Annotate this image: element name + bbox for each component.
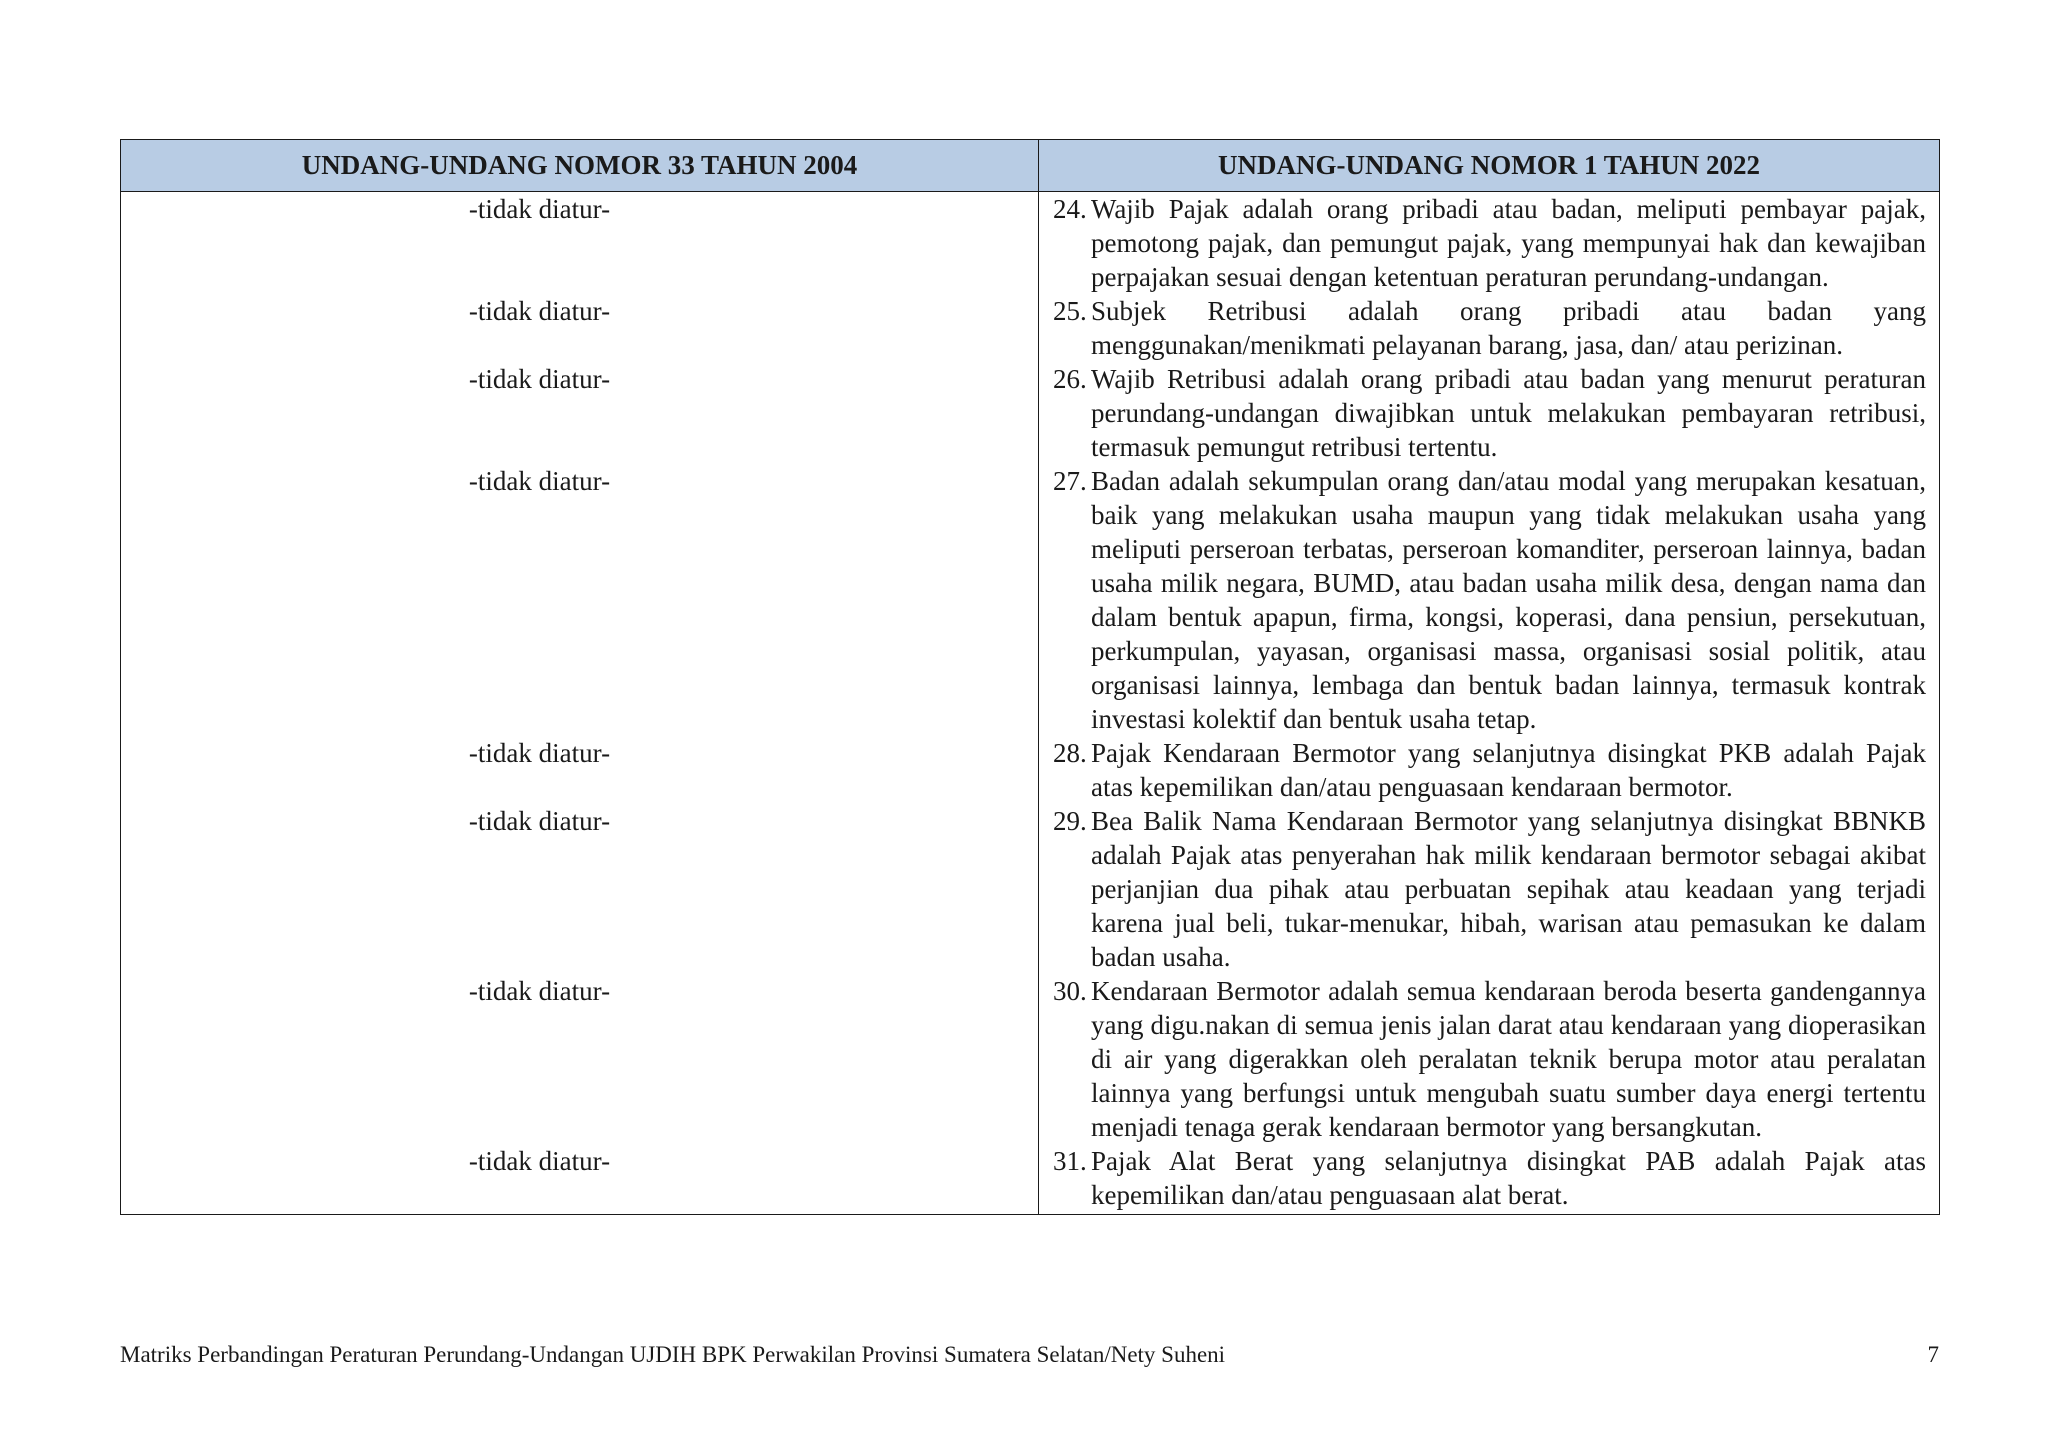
item-text: Kendaraan Bermotor adalah semua kendaraan beroda beserta gandengannya yang digu.nakan di semua jenis jalan darat atau kendaraan yang dioperasikan di air yang digerakkan oleh peralatan teknik berupa motor atau peralatan lainnya yang berfungsi untuk mengubah suatu sumber daya energi tertentu menjadi tenaga gerak kendaraan bermotor yang bersangkutan.: [1091, 976, 1926, 1142]
left-cell: -tidak diatur-: [121, 804, 1039, 974]
right-cell: [1039, 464, 1940, 736]
item-text: Subjek Retribusi adalah orang pribadi atau badan yang menggunakan/menikmati pelayanan barang, jasa, dan/ atau perizinan.: [1091, 296, 1926, 360]
item-number: 31.: [1053, 1146, 1087, 1176]
item-number: 28.: [1053, 738, 1087, 768]
item-number: 30.: [1053, 976, 1087, 1006]
item-text: Bea Balik Nama Kendaraan Bermotor yang selanjutnya disingkat BBNKB adalah Pajak atas penyerahan hak milik kendaraan bermotor sebagai akibat perjanjian dua pihak atau perbuatan sepihak atau keadaan yang terjadi karena jual beli, tukar-menukar, hibah, warisan atau pemasukan ke dalam badan usaha.: [1091, 806, 1926, 972]
left-cell: -tidak diatur-: [121, 362, 1039, 464]
table-row: [121, 1144, 1940, 1215]
header-uu-1-2022: UNDANG-UNDANG NOMOR 1 TAHUN 2022: [1039, 140, 1940, 192]
header-uu-33-2004: UNDANG-UNDANG NOMOR 33 TAHUN 2004: [121, 140, 1039, 192]
footer-text: Matriks Perbandingan Peraturan Perundang-Undangan UJDIH BPK Perwakilan Provinsi Sumatera Selatan/Nety Suheni: [120, 1342, 1226, 1367]
left-cell: -tidak diatur-: [121, 294, 1039, 362]
list-item: [1053, 192, 1926, 294]
table-row: [121, 192, 1940, 295]
item-number: 25.: [1053, 296, 1087, 326]
right-cell: [1039, 294, 1940, 362]
table-row: [121, 736, 1940, 804]
item-number: 24.: [1053, 194, 1087, 224]
list-item: [1053, 294, 1926, 362]
right-cell: [1039, 1144, 1940, 1215]
comparison-table: [120, 139, 1940, 1215]
list-item: [1053, 804, 1926, 974]
item-text: Pajak Alat Berat yang selanjutnya disingkat PAB adalah Pajak atas kepemilikan dan/atau penguasaan alat berat.: [1091, 1146, 1926, 1210]
table-row: [121, 294, 1940, 362]
right-cell: [1039, 192, 1940, 295]
item-number: 27.: [1053, 466, 1087, 496]
list-item: [1053, 362, 1926, 464]
left-cell: -tidak diatur-: [121, 736, 1039, 804]
left-cell: -tidak diatur-: [121, 192, 1039, 295]
item-number: 29.: [1053, 806, 1087, 836]
page-number: 7: [1927, 1342, 1939, 1367]
item-text: Pajak Kendaraan Bermotor yang selanjutnya disingkat PKB adalah Pajak atas kepemilikan dan/atau penguasaan kendaraan bermotor.: [1091, 738, 1926, 802]
right-cell: [1039, 804, 1940, 974]
table-row: [121, 804, 1940, 974]
list-item: [1053, 736, 1926, 804]
item-text: Wajib Retribusi adalah orang pribadi atau badan yang menurut peraturan perundang-undangan diwajibkan untuk melakukan pembayaran retribusi, termasuk pemungut retribusi tertentu.: [1091, 364, 1926, 462]
right-cell: [1039, 974, 1940, 1144]
item-text: Badan adalah sekumpulan orang dan/atau modal yang merupakan kesatuan, baik yang melakukan usaha maupun yang tidak melakukan usaha yang meliputi perseroan terbatas, perseroan komanditer, perseroan lainnya, badan usaha milik negara, BUMD, atau badan usaha milik desa, dengan nama dan dalam bentuk apapun, firma, kongsi, koperasi, dana pensiun, persekutuan, perkumpulan, yayasan, organisasi massa, organisasi sosial politik, atau organisasi lainnya, lembaga dan bentuk badan lainnya, termasuk kontrak investasi kolektif dan bentuk usaha tetap.: [1091, 466, 1926, 734]
left-cell: -tidak diatur-: [121, 464, 1039, 736]
table-row: [121, 464, 1940, 736]
table-header-row: [121, 140, 1940, 192]
list-item: [1053, 464, 1926, 736]
table-row: [121, 974, 1940, 1144]
item-text: Wajib Pajak adalah orang pribadi atau badan, meliputi pembayar pajak, pemotong pajak, dan pemungut pajak, yang mempunyai hak dan kewajiban perpajakan sesuai dengan ketentuan peraturan perundang-undangan.: [1091, 194, 1926, 292]
item-number: 26.: [1053, 364, 1087, 394]
left-cell: -tidak diatur-: [121, 974, 1039, 1144]
list-item: [1053, 1144, 1926, 1212]
left-cell: -tidak diatur-: [121, 1144, 1039, 1215]
right-cell: [1039, 736, 1940, 804]
list-item: [1053, 974, 1926, 1144]
table-row: [121, 362, 1940, 464]
right-cell: [1039, 362, 1940, 464]
